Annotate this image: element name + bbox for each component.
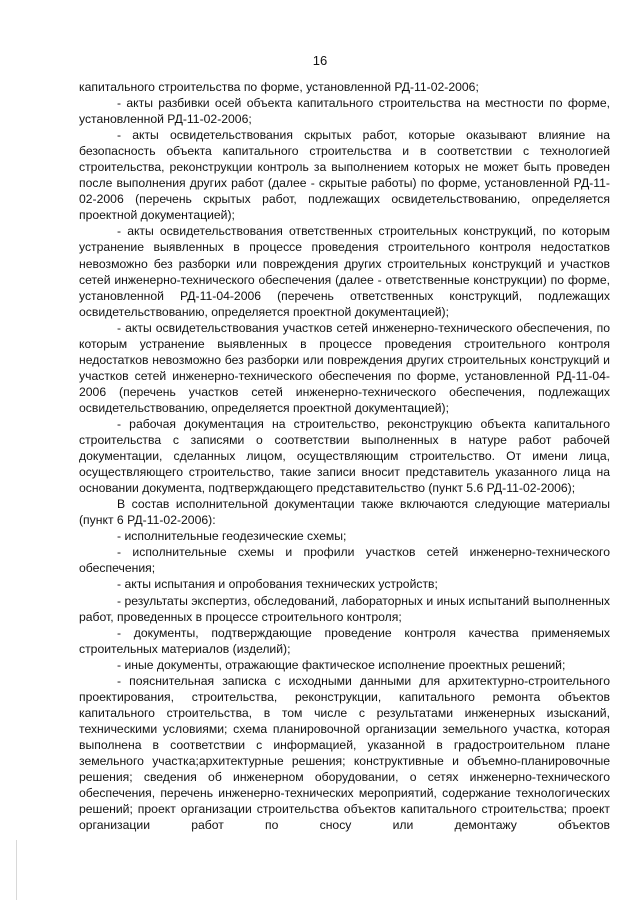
- paragraph-hidden-works-acts: - акты освидетельствования скрытых работ, которые оказывают влияние на безопасность объекта капитального строительства и в соответствии с технологией строительства, реконструкции контроль за выполнением которых не может быть проведен после выполнения других работ (далее - скрытые работы) по форме, установленной РД-11-02-2006 (перечень скрытых работ, подлежащих освидетельствованию, определяется проектной документацией);: [79, 128, 610, 223]
- list-item-utility-schemes: - исполнительные схемы и профили участков сетей инженерно-технического обеспечения;: [79, 545, 610, 576]
- paragraph-composition-intro: В состав исполнительной документации также включаются следующие материалы (пункт 6 РД-11-02-2006):: [79, 497, 610, 528]
- paragraph-utility-sections-acts: - акты освидетельствования участков сетей инженерно-технического обеспечения, по которым устранение выявленных в процессе проведения строительного контроля недостатков невозможно без разборки или повреждения других строительных конструкций и участков сетей инженерно-технического обеспечения по форме, установленной РД-11-04-2006 (перечень участков сетей инженерно-технического обеспечения, подлежащих освидетельствованию, определяется проектной документацией);: [79, 320, 610, 415]
- paragraph-working-documentation: - рабочая документация на строительство, реконструкцию объекта капитального строительства с записями о соответствии выполненных в натуре работ рабочей документации, сделанных лицом, осуществляющим строительство. От имени лица, осуществляющего строительство, такие записи вносит представитель указанного лица на основании документа, подтверждающего представительство (пункт 5.6 РД-11-02-2006);: [79, 416, 610, 496]
- page-number: 16: [312, 53, 328, 68]
- list-item-geodetic-schemes: - исполнительные геодезические схемы;: [117, 529, 347, 544]
- list-item-quality-documents: - документы, подтверждающие проведение контроля качества применяемых строительных материалов (изделий);: [79, 625, 610, 656]
- list-item-testing-acts: - акты испытания и опробования технических устройств;: [117, 577, 438, 592]
- list-item-explanatory-note: - пояснительная записка с исходными данными для архитектурно-строительного проектирования, строительства, реконструкции, капитального ремонта объектов капитального строительства, в том числе с результатами инженерных изысканий, техническими условиями; схема планировочной организации земельного участка, которая выполнена в соответствии с информацией, указанной в градостроительном плане земельного участка;архитектурные решения; конструктивные и объемно-планировочные решения; сведения об инженерном оборудовании, о сетях инженерно-технического обеспечения, перечень инженерно-технических мероприятий, содержание технологических решений; проект организации строительства объектов капитального строительства; проект организации работ по сносу или демонтажу объектов: [79, 673, 610, 833]
- list-item-expertise-results: - результаты экспертиз, обследований, лабораторных и иных испытаний выполненных работ, проведенных в процессе строительного контроля;: [79, 593, 610, 624]
- list-item-other-documents: - иные документы, отражающие фактическое исполнение проектных решений;: [117, 657, 566, 672]
- paragraph-critical-structures-acts: - акты освидетельствования ответственных строительных конструкций, по которым устранение выявленных в процессе проведения строительного контроля недостатков невозможно без разборки или повреждения других строительных конструкций и участков сетей инженерно-технического обеспечения (далее - ответственные конструкции) по форме, установленной РД-11-04-2006 (перечень ответственных конструкций, подлежащих освидетельствованию, определяется проектной документацией);: [79, 224, 610, 319]
- paragraph-continuation: капитального строительства по форме, установленной РД-11-02-2006;: [79, 80, 479, 94]
- scan-edge-line: [16, 840, 17, 900]
- paragraph-layout-acts: - акты разбивки осей объекта капитального строительства на местности по форме, установленной РД-11-02-2006;: [79, 96, 610, 127]
- document-body: [79, 79, 610, 833]
